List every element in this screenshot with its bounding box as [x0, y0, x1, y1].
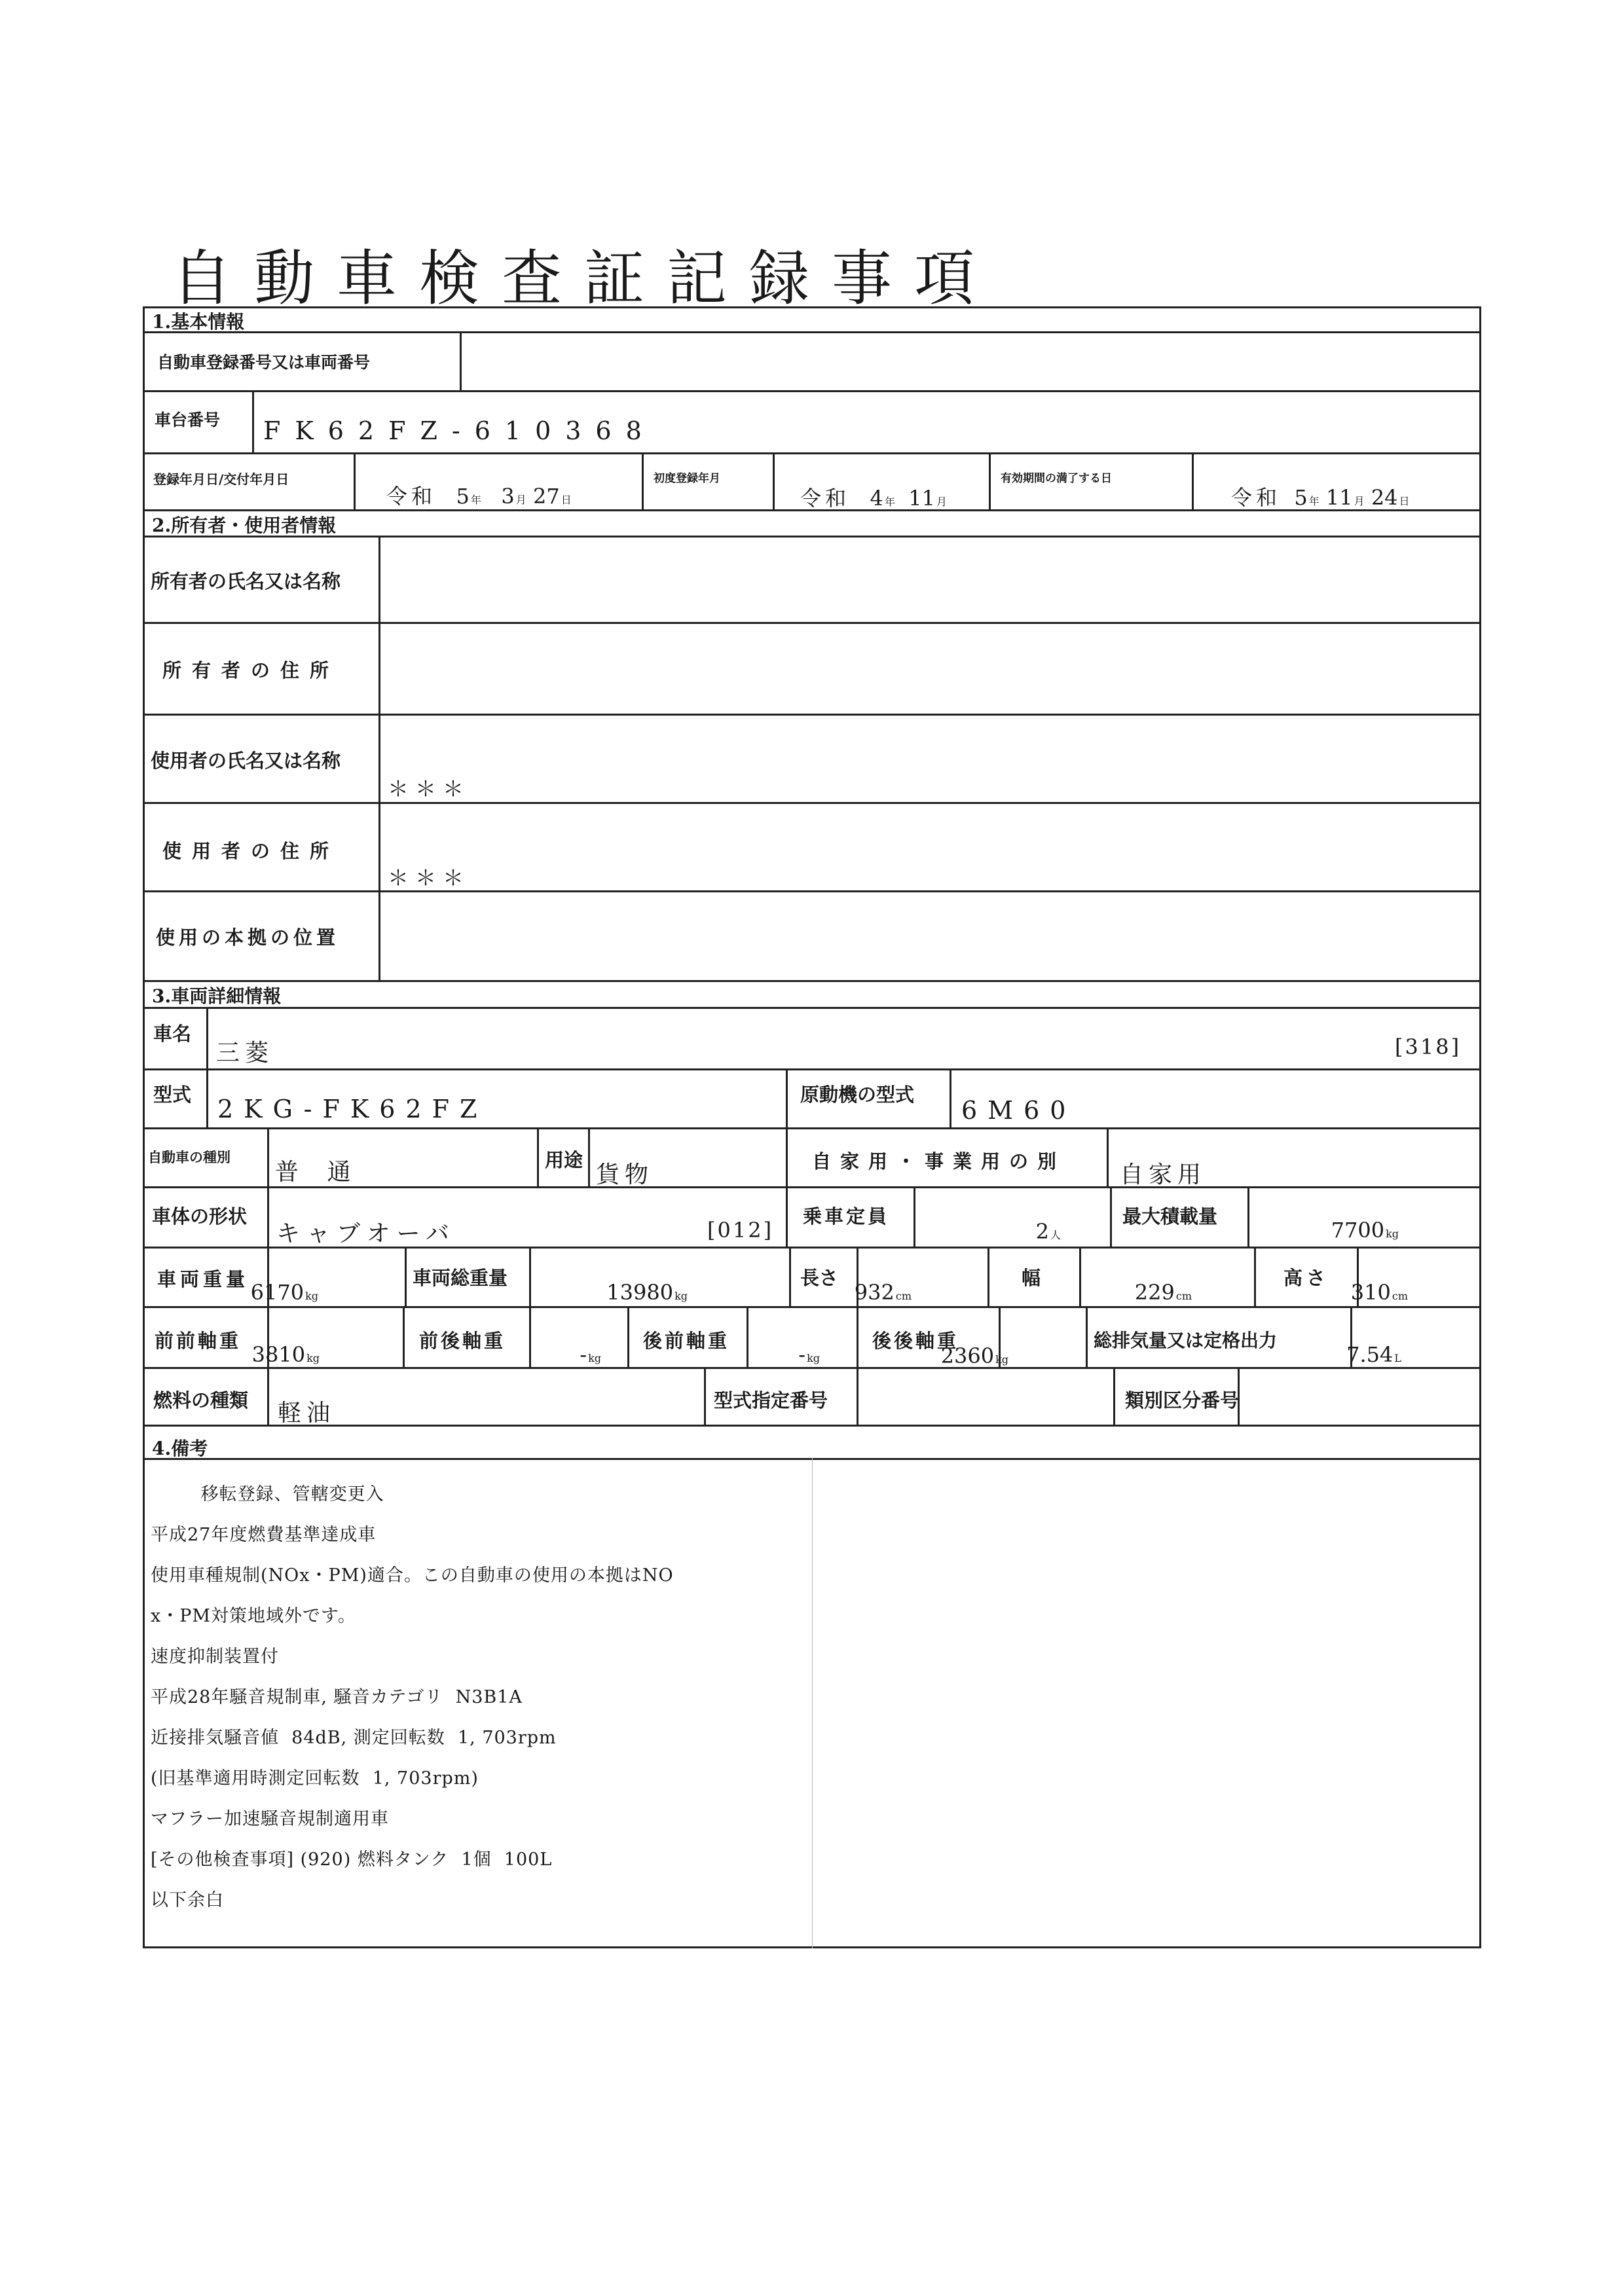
divider	[989, 452, 991, 509]
divider	[537, 1127, 539, 1186]
section-vehicle-detail: 3.車両詳細情報	[152, 985, 282, 1007]
document-title: 自動車検査証記録事項	[172, 244, 997, 314]
remarks-block	[151, 1464, 674, 1931]
divider	[786, 1186, 788, 1247]
divider	[143, 536, 1481, 538]
divider	[1192, 452, 1194, 509]
divider	[1247, 1186, 1249, 1247]
remarks-line: x・PM対策地域外です。	[151, 1606, 356, 1626]
length-label: 長さ	[800, 1267, 839, 1289]
divider	[143, 980, 1481, 982]
rr-axle-value: 2360 kg	[940, 1343, 1008, 1368]
divider	[143, 714, 1481, 716]
capacity-value: 2 人	[1035, 1219, 1061, 1244]
vehicle-type-value: 普 通	[275, 1159, 361, 1186]
divider	[405, 1247, 407, 1306]
divider	[1113, 1367, 1115, 1425]
divider	[143, 1007, 1481, 1009]
displacement-value: 7.54 L	[1346, 1342, 1401, 1367]
divider	[143, 890, 1481, 892]
vehicle-type-label: 自動車の種別	[148, 1149, 231, 1165]
rf-axle-value: - kg	[798, 1342, 820, 1367]
base-location-label: 使用の本拠の位置	[156, 926, 340, 949]
fr-axle-value: - kg	[580, 1342, 601, 1367]
divider	[143, 1367, 1481, 1369]
divider	[267, 1186, 269, 1247]
type-designation-label: 型式指定番号	[714, 1389, 828, 1412]
rf-axle-label: 後前軸重	[643, 1330, 730, 1352]
vehicle-weight-value: 6170 kg	[250, 1280, 318, 1305]
vehicle-name-code: [318]	[1395, 1034, 1462, 1059]
chassis-value: FK62FZ-610368	[263, 416, 656, 445]
divider	[143, 802, 1481, 804]
divider	[1107, 1127, 1109, 1186]
section-basic: 1.基本情報	[152, 311, 245, 333]
reg-date-label: 登録年月日/交付年月日	[153, 471, 289, 487]
divider	[1079, 1247, 1081, 1306]
body-shape-code: [012]	[707, 1218, 774, 1243]
divider	[773, 452, 775, 509]
vehicle-name-value: 三菱	[216, 1040, 274, 1066]
divider	[747, 1306, 748, 1367]
ff-axle-value: 3810 kg	[251, 1342, 320, 1367]
private-business-value: 自家用	[1120, 1161, 1207, 1188]
remarks-line: 近接排気騒音値 84dB, 測定回転数 1, 703rpm	[151, 1728, 557, 1748]
owner-address-label: 所有者の住所	[162, 659, 340, 682]
gross-weight-label: 車両総重量	[413, 1267, 508, 1289]
remarks-line: マフラー加速騒音規制適用車	[151, 1809, 389, 1829]
divider	[460, 331, 462, 390]
divider	[378, 536, 380, 980]
vehicle-name-label: 車名	[153, 1023, 192, 1045]
divider	[206, 1007, 208, 1068]
divider	[627, 1306, 629, 1367]
divider	[267, 1127, 269, 1186]
divider	[529, 1247, 531, 1306]
section-remarks: 4.備考	[152, 1438, 208, 1459]
divider	[143, 452, 1481, 454]
length-value: 932 cm	[854, 1280, 912, 1305]
divider	[354, 452, 356, 509]
use-label: 用途	[545, 1149, 583, 1171]
divider	[1086, 1306, 1088, 1367]
section-owner-user: 2.所有者・使用者情報	[152, 515, 337, 536]
remarks-line: 使用車種規制(NOx・PM)適合。この自動車の使用の本拠はNO	[151, 1565, 674, 1586]
rr-axle-label: 後後軸重	[872, 1330, 959, 1352]
reg-number-label: 自動車登録番号又は車両番号	[157, 353, 371, 372]
private-business-label: 自家用・事業用の別	[812, 1150, 1066, 1173]
body-shape-label: 車体の形状	[152, 1205, 248, 1228]
fuel-label: 燃料の種類	[153, 1389, 249, 1412]
divider	[403, 1306, 405, 1367]
divider	[143, 331, 1481, 333]
user-name-label: 使用者の氏名又は名称	[151, 750, 341, 772]
user-address-value: ＊＊＊	[388, 866, 471, 890]
displacement-label: 総排気量又は定格出力	[1094, 1330, 1278, 1351]
reg-date-value: 令和 5 年 3 月 27 日	[386, 484, 572, 509]
remarks-line: [その他検査事項] (920) 燃料タンク 1個 100L	[151, 1850, 553, 1870]
remarks-line: 速度抑制装置付	[151, 1647, 279, 1667]
divider	[143, 1068, 1481, 1070]
height-value: 310 cm	[1350, 1280, 1408, 1305]
first-reg-value: 令和 4 年 11 月	[800, 486, 947, 511]
divider	[252, 390, 254, 452]
divider	[786, 1068, 788, 1127]
capacity-label: 乗車定員	[803, 1205, 890, 1228]
divider	[913, 1186, 915, 1247]
category-label: 類別区分番号	[1125, 1389, 1240, 1412]
remarks-line: 平成27年度燃費基準達成車	[151, 1525, 377, 1545]
divider	[642, 452, 644, 509]
expiry-label: 有効期間の満了する日	[1001, 472, 1112, 485]
width-value: 229 cm	[1134, 1280, 1192, 1305]
user-address-label: 使用者の住所	[162, 840, 340, 862]
first-reg-label: 初度登録年月	[654, 472, 720, 485]
divider	[1254, 1247, 1256, 1306]
divider	[789, 1247, 791, 1306]
model-value: 2KG-FK62FZ	[217, 1095, 488, 1123]
owner-name-label: 所有者の氏名又は名称	[151, 570, 341, 592]
divider	[143, 1127, 1481, 1129]
divider	[704, 1367, 706, 1425]
expiry-value: 令和 5 年 11 月 24 日	[1231, 485, 1410, 510]
max-load-label: 最大積載量	[1122, 1205, 1218, 1228]
divider	[143, 1306, 1481, 1308]
remarks-line: 平成28年騒音規制車, 騒音カテゴリ N3B1A	[151, 1687, 523, 1707]
divider	[143, 1425, 1481, 1427]
divider	[588, 1127, 590, 1186]
fuel-value: 軽油	[278, 1400, 336, 1427]
divider	[1110, 1186, 1112, 1247]
vehicle-weight-label: 車両重量	[157, 1268, 249, 1290]
divider	[857, 1306, 858, 1367]
gross-weight-value: 13980 kg	[606, 1280, 688, 1305]
divider	[529, 1306, 531, 1367]
fr-axle-label: 前後軸重	[419, 1330, 506, 1352]
engine-model-label: 原動機の型式	[800, 1084, 915, 1106]
model-label: 型式	[153, 1084, 192, 1106]
use-value: 貨物	[596, 1161, 654, 1188]
divider	[950, 1068, 951, 1127]
divider	[857, 1367, 858, 1425]
chassis-label: 車台番号	[155, 410, 221, 429]
body-shape-value: キャブオーバ	[276, 1220, 456, 1247]
divider	[206, 1068, 208, 1127]
remarks-line: (旧基準適用時測定回転数 1, 703rpm)	[151, 1768, 479, 1789]
divider	[786, 1127, 788, 1186]
height-label: 高さ	[1283, 1267, 1330, 1289]
user-name-value: ＊＊＊	[388, 776, 471, 801]
remarks-line: 以下余白	[151, 1890, 224, 1910]
divider	[267, 1367, 269, 1425]
divider	[143, 390, 1481, 392]
divider	[987, 1247, 989, 1306]
ff-axle-label: 前前軸重	[155, 1330, 242, 1352]
max-load-value: 7700 kg	[1331, 1218, 1399, 1243]
remarks-line: 移転登録、管轄変更入	[151, 1484, 384, 1504]
width-label: 幅	[1022, 1267, 1041, 1289]
divider	[143, 622, 1481, 624]
engine-model-value: 6M60	[961, 1096, 1077, 1125]
divider	[812, 1458, 813, 1948]
